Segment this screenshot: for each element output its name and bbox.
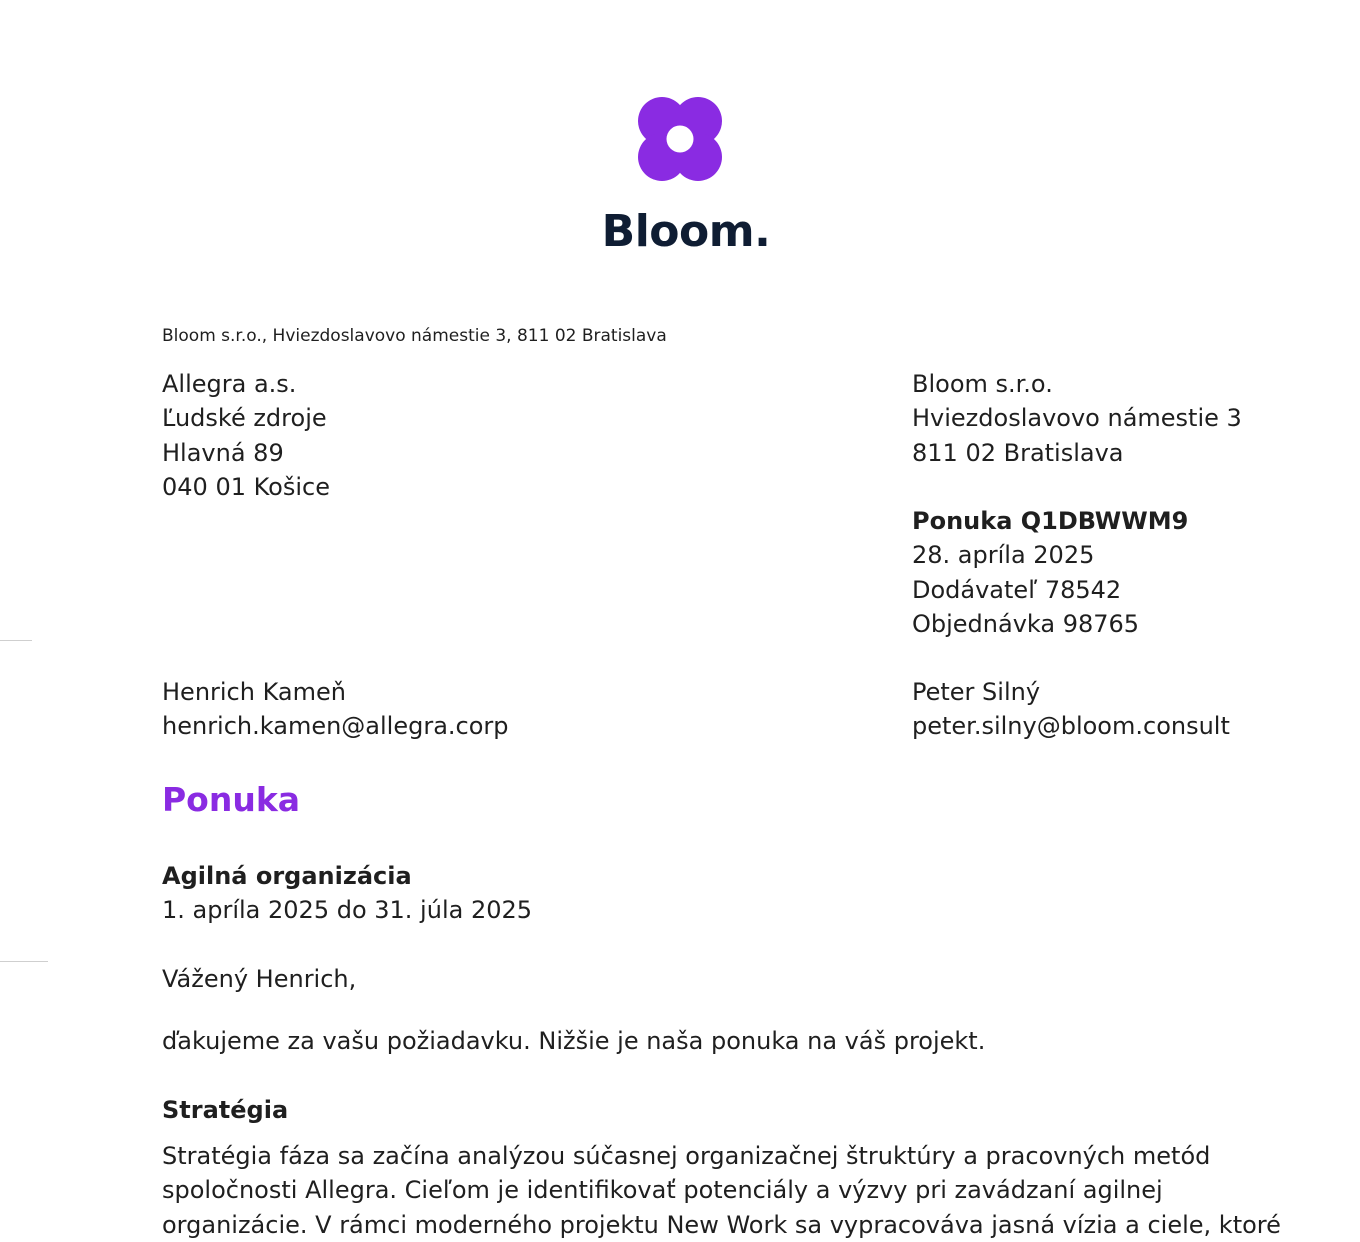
fold-mark-top [0, 640, 32, 641]
logo [0, 94, 1360, 184]
project-period: 1. apríla 2025 do 31. júla 2025 [162, 896, 533, 925]
recipient-contact [162, 675, 509, 744]
intro-text: ďakujeme za vašu požiadavku. Nižšie je naša ponuka na váš projekt. [162, 1027, 986, 1055]
recipient-street: Hlavná 89 [162, 438, 284, 467]
project-name: Agilná organizácia [162, 862, 412, 890]
salutation-text: Vážený Henrich, [162, 965, 357, 993]
paragraph-line: Stratégia fáza sa začína analýzou súčasnej organizačnej štruktúry a pracovných metód [162, 1142, 1211, 1170]
paragraph-line: spoločnosti Allegra. Cieľom je identifikovať potenciály a výzvy pri zavádzaní agilnej [162, 1176, 1163, 1205]
sender-street: Hviezdoslavovo námestie 3 [912, 404, 1242, 433]
document-heading: Ponuka [162, 780, 301, 819]
recipient-address [162, 367, 330, 504]
salutation [162, 962, 356, 996]
sender-address [912, 367, 1242, 470]
offer-number: Ponuka Q1DBWWM9 [912, 507, 1189, 535]
recipient-contact-email: henrich.kamen@allegra.corp [162, 712, 509, 741]
recipient-department: Ľudské zdroje [162, 404, 327, 433]
supplier-number: Dodávateľ 78542 [912, 575, 1122, 604]
fold-mark-bottom [0, 961, 48, 962]
offer-meta [912, 504, 1188, 641]
sender-contact-name: Peter Silný [912, 678, 1041, 706]
recipient-company: Allegra a.s. [162, 370, 297, 398]
section-title-text: Stratégia [162, 1096, 289, 1124]
order-number: Objednávka 98765 [912, 609, 1140, 638]
project-info [162, 859, 532, 928]
recipient-contact-name: Henrich Kameň [162, 678, 346, 706]
sender-contact [912, 675, 1230, 744]
recipient-city: 040 01 Košice [162, 472, 330, 501]
paragraph-line: organizácie. V rámci moderného projektu New Work sa vypracováva jasná vízia a ciele, ktoré [162, 1210, 1281, 1239]
section-title [162, 1093, 288, 1127]
brand-name: Bloom. [601, 206, 771, 257]
sender-address-line: Bloom s.r.o., Hviezdoslavovo námestie 3, 811 02 Bratislava [162, 326, 667, 346]
flower-icon [635, 94, 725, 184]
section-paragraph [162, 1139, 1281, 1242]
sender-company: Bloom s.r.o. [912, 370, 1053, 398]
sender-contact-email: peter.silny@bloom.consult [912, 712, 1230, 741]
offer-date: 28. apríla 2025 [912, 541, 1095, 570]
intro-paragraph [162, 1024, 985, 1058]
sender-city: 811 02 Bratislava [912, 438, 1124, 467]
